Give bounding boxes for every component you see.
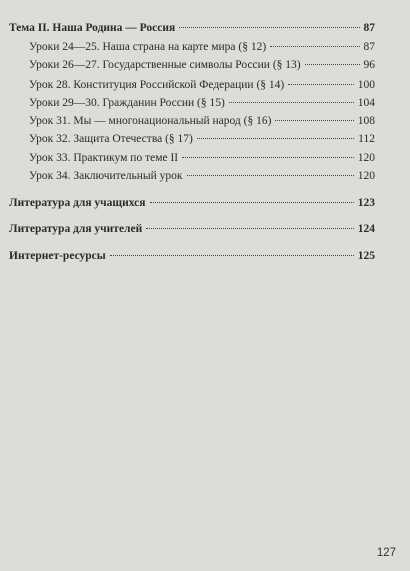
toc-entry-bold bbox=[9, 249, 375, 263]
dot-leader bbox=[270, 46, 359, 47]
toc-entry-bold bbox=[9, 196, 375, 210]
toc-entry-label: Урок 28. Конституция Российской Федерации (§ 14) bbox=[29, 79, 285, 91]
dot-leader bbox=[150, 202, 354, 203]
dot-leader bbox=[146, 228, 354, 229]
toc-entry bbox=[29, 40, 375, 54]
toc-entry bbox=[29, 96, 375, 110]
dot-leader bbox=[229, 102, 354, 103]
toc-entry-page: 87 bbox=[363, 41, 375, 53]
toc-entry-label: Урок 32. Защита Отечества (§ 17) bbox=[29, 133, 193, 145]
dot-leader bbox=[182, 157, 354, 158]
toc-entry-page: 100 bbox=[357, 79, 375, 91]
toc-entry-page: 123 bbox=[357, 197, 375, 209]
toc-section-heading bbox=[9, 21, 375, 35]
toc-entry-bold bbox=[9, 222, 375, 236]
toc-entry-page: 125 bbox=[357, 250, 375, 262]
toc-entry-label: Литература для учащихся bbox=[9, 197, 146, 209]
toc-entry-page: 112 bbox=[358, 133, 375, 145]
toc-entry-page: 87 bbox=[363, 22, 375, 34]
toc-entry-page: 96 bbox=[363, 59, 375, 71]
toc-entry-label: Уроки 29—30. Гражданин России (§ 15) bbox=[29, 97, 225, 109]
dot-leader bbox=[288, 84, 354, 85]
toc-entry-page: 124 bbox=[357, 223, 375, 235]
dot-leader bbox=[187, 175, 354, 176]
toc-entry-label: Урок 34. Заключительный урок bbox=[29, 170, 183, 182]
toc-entry-label: Урок 33. Практикум по теме II bbox=[29, 152, 179, 164]
toc-entry-label: Уроки 24—25. Наша страна на карте мира (§ 12) bbox=[29, 41, 267, 53]
toc-entry bbox=[29, 169, 375, 183]
dot-leader bbox=[305, 64, 360, 65]
toc-entry-label: Урок 31. Мы — многонациональный народ (§ 16) bbox=[29, 115, 272, 127]
toc-entry bbox=[29, 132, 375, 146]
toc-entry-page: 120 bbox=[357, 170, 375, 182]
toc-entry bbox=[29, 58, 375, 72]
toc-entry bbox=[29, 151, 375, 165]
dot-leader bbox=[197, 138, 354, 139]
toc-entry-label: Уроки 26—27. Государственные символы России (§ 13) bbox=[29, 59, 301, 71]
page-number: 127 bbox=[376, 547, 396, 559]
toc-entry bbox=[29, 78, 375, 92]
toc-entry-page: 108 bbox=[357, 115, 375, 127]
toc-entry-label: Тема II. Наша Родина — Россия bbox=[9, 22, 176, 34]
toc-entry-page: 104 bbox=[357, 97, 375, 109]
toc-entry-label: Литература для учителей bbox=[9, 223, 143, 235]
toc-entry-label: Интернет-ресурсы bbox=[9, 250, 106, 262]
toc-entry bbox=[29, 114, 375, 128]
toc-entry-page: 120 bbox=[357, 152, 375, 164]
dot-leader bbox=[110, 255, 354, 256]
dot-leader bbox=[275, 120, 353, 121]
dot-leader bbox=[179, 27, 359, 28]
